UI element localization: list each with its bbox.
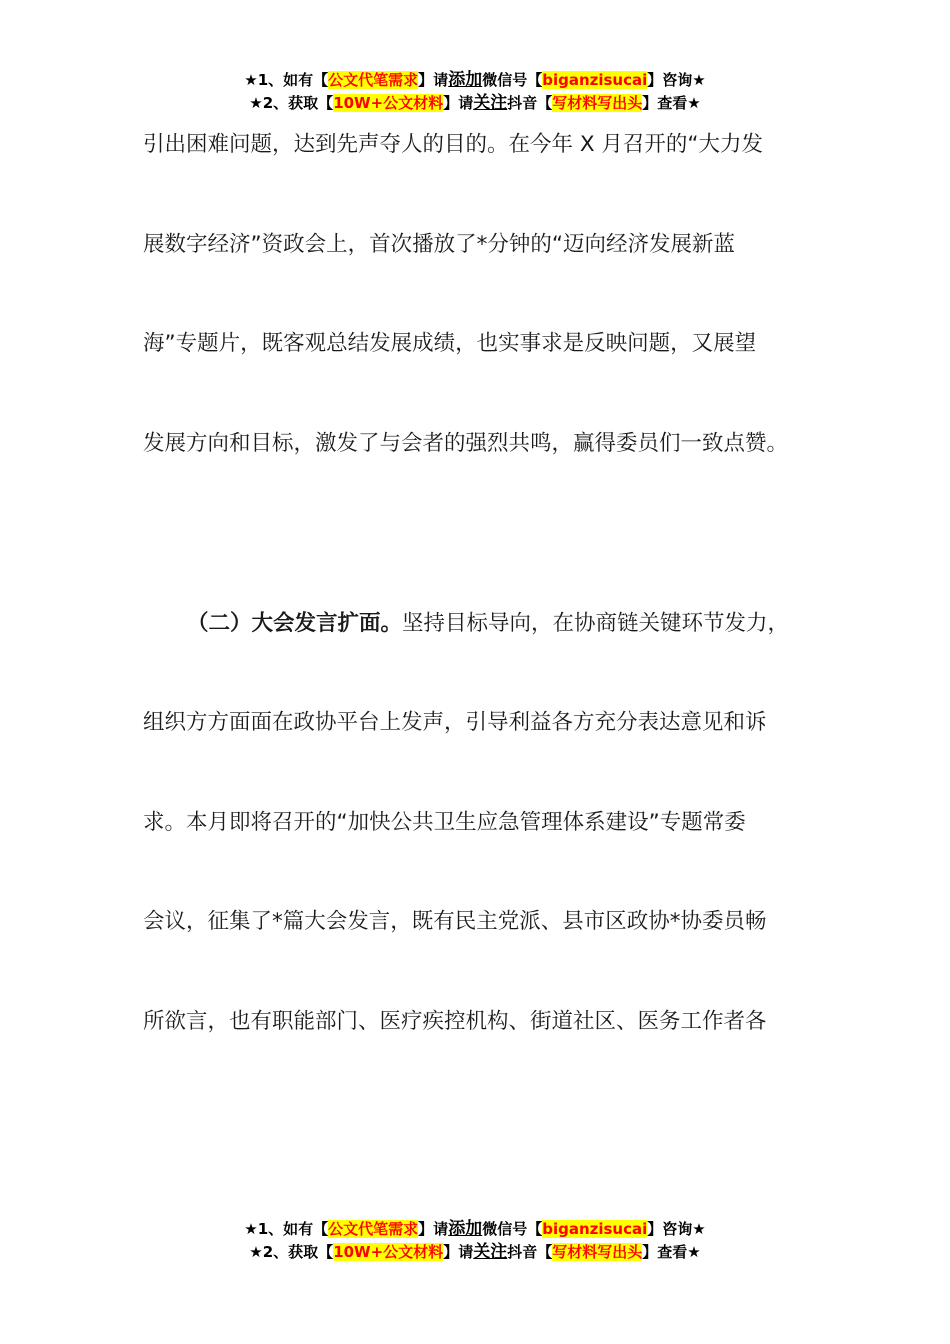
banner-text: 】查看★ (642, 1243, 701, 1261)
footer-banner (0, 1218, 950, 1264)
banner-highlight: 公文代笔需求 (328, 1220, 419, 1238)
banner-text: 】请 (443, 1243, 474, 1261)
banner-text: 】请 (443, 94, 474, 112)
banner-text: 】咨询★ (647, 1220, 706, 1238)
section-first-line (187, 609, 789, 639)
section-heading: （二）大会发言扩面。 (187, 611, 403, 636)
header-banner (0, 69, 950, 115)
banner-highlight: 公文代笔需求 (328, 71, 419, 89)
banner-text: 抖音【 (507, 94, 553, 112)
paragraph-line: 求。本月即将召开的“加快公共卫生应急管理体系建设”专题常委 (143, 810, 746, 835)
banner-text: 】请 (418, 71, 449, 89)
banner-line-2 (0, 1241, 950, 1264)
banner-text: 抖音【 (507, 1243, 553, 1261)
banner-line-1 (0, 1218, 950, 1241)
paragraph-line: 展数字经济”资政会上，首次播放了*分钟的“迈向经济发展新蓝 (143, 232, 736, 257)
banner-text: ★1、如有【 (244, 1220, 329, 1238)
banner-text: 】查看★ (642, 94, 701, 112)
banner-line-2 (0, 92, 950, 115)
banner-highlight: biganzisucai (542, 71, 648, 89)
banner-text: 】请 (418, 1220, 449, 1238)
banner-text: ★2、获取【 (249, 94, 334, 112)
paragraph-line: 会议，征集了*篇大会发言，既有民主党派、县市区政协*协委员畅 (143, 909, 767, 934)
banner-text: ★1、如有【 (244, 71, 329, 89)
paragraph-line: 引出困难问题，达到先声夺人的目的。在今年 X 月召开的“大力发 (143, 132, 764, 157)
banner-emphasis: 关注 (473, 1242, 508, 1262)
paragraph-line: 组织方方面面在政协平台上发声，引导利益各方充分表达意见和诉 (143, 710, 767, 735)
banner-emphasis: 添加 (448, 1219, 483, 1239)
banner-emphasis: 添加 (448, 70, 483, 90)
banner-text: 】咨询★ (647, 71, 706, 89)
banner-emphasis: 关注 (473, 93, 508, 113)
banner-highlight: 写材料写出头 (552, 1243, 643, 1261)
banner-text: 微信号【 (482, 1220, 543, 1238)
banner-highlight: 写材料写出头 (552, 94, 643, 112)
paragraph-line: 发展方向和目标，激发了与会者的强烈共鸣，赢得委员们一致点赞。 (143, 431, 789, 456)
banner-highlight: biganzisucai (542, 1220, 648, 1238)
banner-highlight: 10W+公文材料 (333, 1243, 444, 1261)
banner-highlight: 10W+公文材料 (333, 94, 444, 112)
banner-line-1 (0, 69, 950, 92)
paragraph-line: 所欲言，也有职能部门、医疗疾控机构、街道社区、医务工作者各 (143, 1009, 767, 1034)
banner-text: 微信号【 (482, 71, 543, 89)
paragraph-line: 海”专题片，既客观总结发展成绩，也实事求是反映问题，又展望 (143, 331, 757, 356)
banner-text: ★2、获取【 (249, 1243, 334, 1261)
section-first-line-text: 坚持目标导向，在协商链关键环节发力， (402, 611, 790, 636)
